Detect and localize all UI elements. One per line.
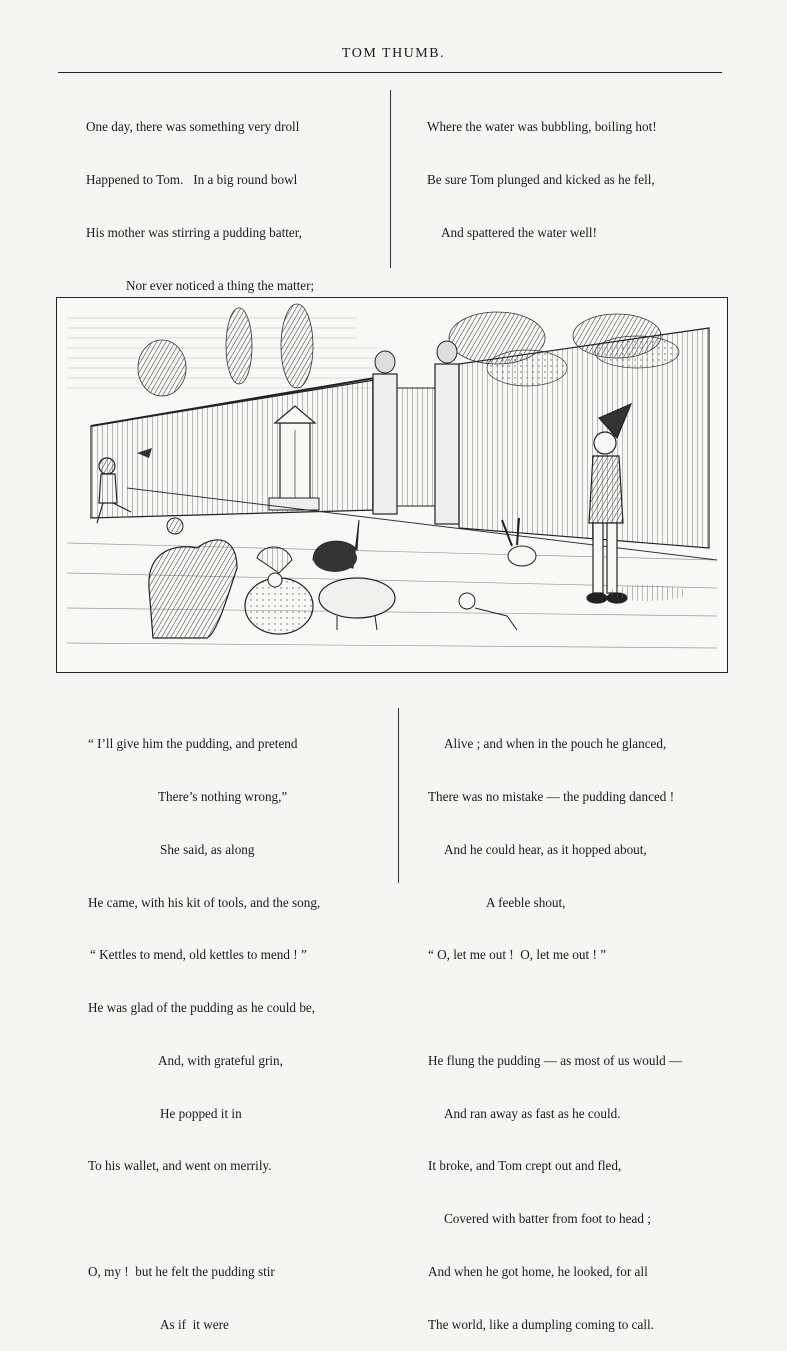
verse-line: There’s nothing wrong,”: [158, 788, 288, 804]
page-header: TOM THUMB.: [341, 46, 446, 61]
verse-line: “ O, let me out ! O, let me out ! ”: [428, 947, 606, 963]
verse-line: She said, as along: [160, 841, 255, 857]
column-divider: [390, 90, 391, 268]
verse-line: He came, with his kit of tools, and the song,: [88, 894, 321, 910]
verse-line: “ Kettles to mend, old kettles to mend ! ”: [90, 947, 307, 963]
verse-line: A feeble shout,: [486, 894, 566, 910]
verse-line: And he could hear, as it hopped about,: [444, 841, 647, 857]
verse-line: And ran away as fast as he could.: [444, 1105, 621, 1121]
bottom-left-verse: [88, 700, 320, 1351]
verse-line: Happened to Tom. In a big round bowl: [86, 171, 298, 187]
verse-line: The world, like a dumpling coming to call.: [428, 1316, 654, 1332]
verse-line: He flung the pudding — as most of us would —: [428, 1052, 683, 1068]
verse-line: [427, 277, 665, 295]
verse-line: It broke, and Tom crept out and fled,: [428, 1158, 622, 1174]
garden-wall-scene-image: [57, 298, 728, 673]
verse-line: Where the water was bubbling, boiling hot!: [427, 119, 657, 135]
verse-line: O, my ! but he felt the pudding stir: [88, 1264, 275, 1279]
verse-line: One day, there was something very droll: [86, 119, 300, 135]
verse-line: His mother was stirring a pudding batter,: [86, 224, 302, 240]
verse-line: And when he got home, he looked, for all: [428, 1264, 648, 1279]
bottom-right-verse: [428, 700, 682, 1351]
verse-line: And spattered the water well!: [441, 224, 597, 240]
verse-line: [428, 999, 682, 1017]
header-rule: [58, 72, 722, 73]
verse-line: There was no mistake — the pudding danced !: [428, 788, 675, 804]
verse-line: As if it were: [160, 1316, 229, 1332]
verse-line: Nor ever noticed a thing the matter;: [126, 277, 315, 293]
verse-line: “ I’ll give him the pudding, and pretend: [88, 736, 298, 752]
verse-line: [88, 1210, 320, 1228]
verse-line: He popped it in: [160, 1105, 242, 1121]
verse-line: Covered with batter from foot to head ;: [444, 1211, 651, 1227]
verse-line: To his wallet, and went on merrily.: [88, 1158, 272, 1174]
verse-line: And, with grateful grin,: [158, 1052, 283, 1068]
engraving-illustration: [56, 297, 728, 673]
verse-line: Be sure Tom plunged and kicked as he fell,: [427, 171, 655, 187]
verse-line: Alive ; and when in the pouch he glanced,: [444, 736, 667, 752]
verse-line: He was glad of the pudding as he could be,: [88, 1000, 316, 1016]
column-divider: [398, 708, 399, 883]
